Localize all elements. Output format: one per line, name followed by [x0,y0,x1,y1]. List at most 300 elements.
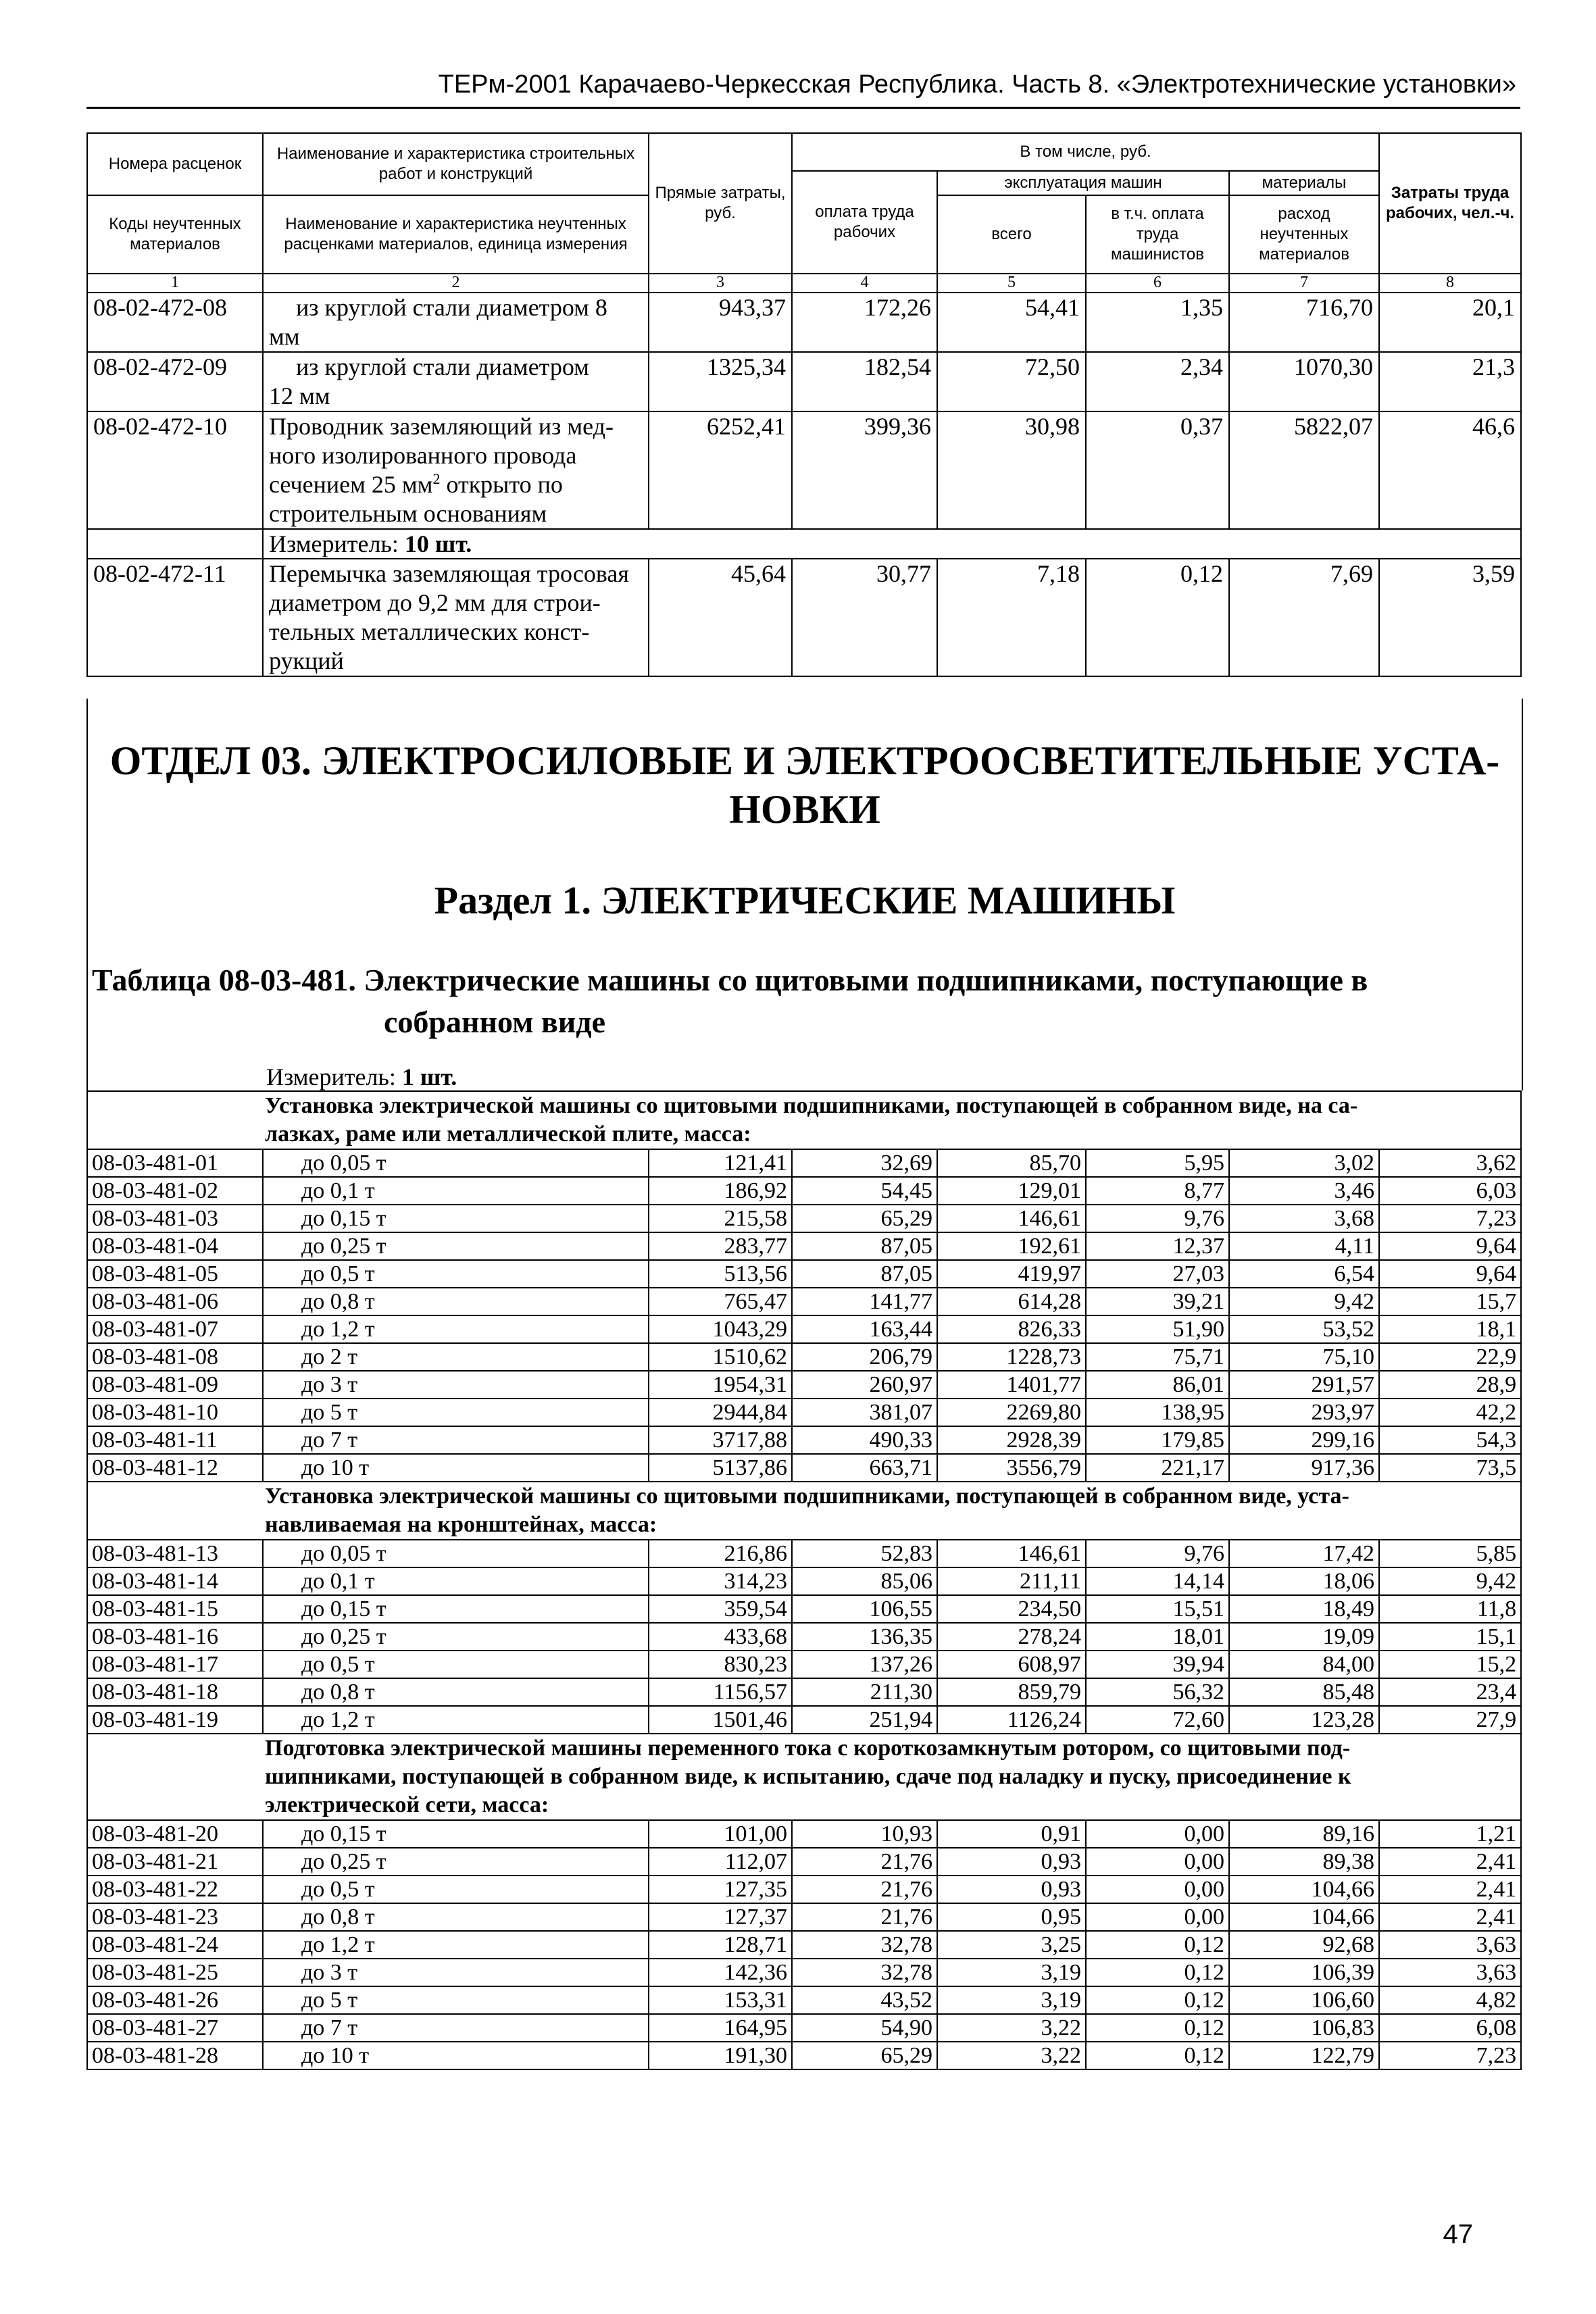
value-cell: 9,42 [1379,1567,1521,1595]
value-cell: 106,39 [1229,1959,1379,1986]
value-cell: 21,76 [792,1876,937,1903]
group-title-line: шипниками, поступающей в собранном виде, к испытанию, сдаче под наладку и пуску, присоединение к [265,1764,1351,1789]
rate-code: 08-03-481-24 [87,1931,263,1959]
value-cell: 260,97 [792,1371,937,1399]
value-cell: 0,00 [1086,1903,1229,1931]
value-cell: 0,12 [1086,559,1229,676]
rate-description: до 7 т [263,1426,649,1454]
value-cell: 608,97 [937,1651,1086,1678]
group-header-row [87,1482,1521,1540]
value-cell: 43,52 [792,1986,937,2014]
value-cell: 127,35 [649,1876,792,1903]
value-cell: 15,7 [1379,1288,1521,1315]
column-number: 6 [1086,274,1229,293]
value-cell: 72,60 [1086,1706,1229,1734]
value-cell: 206,79 [792,1343,937,1371]
value-cell: 28,9 [1379,1371,1521,1399]
superscript-2: 2 [432,470,441,487]
rate-description: до 0,5 т [263,1876,649,1903]
table-row [87,1232,1521,1260]
group-title [87,1091,1521,1149]
department-title-line1: ОТДЕЛ 03. ЭЛЕКТРОСИЛОВЫЕ И ЭЛЕКТРООСВЕТИТЕЛЬНЫЕ УСТА- [109,738,1500,783]
value-cell: 146,61 [937,1540,1086,1567]
rate-code: 08-02-472-11 [87,559,263,676]
table-row [87,1678,1521,1706]
top-rates-table [86,132,1522,677]
value-cell: 5822,07 [1229,411,1379,529]
value-cell: 3,19 [937,1959,1086,1986]
measure-empty-cell [87,529,263,559]
table-row [87,1315,1521,1343]
value-cell: 164,95 [649,2014,792,2042]
rate-description: до 0,8 т [263,1288,649,1315]
value-cell: 1043,29 [649,1315,792,1343]
incl-header: В том числе, руб. [792,133,1379,171]
table-row [87,1454,1521,1482]
value-cell: 18,49 [1229,1595,1379,1623]
rate-description: до 10 т [263,1454,649,1482]
rate-code: 08-03-481-25 [87,1959,263,1986]
value-cell: 3,59 [1379,559,1521,676]
rate-code: 08-03-481-14 [87,1567,263,1595]
description-line: из круглой стали диаметром [296,353,589,380]
value-cell: 7,23 [1379,2042,1521,2069]
rate-description: до 0,25 т [263,1848,649,1876]
column-number: 1 [87,274,263,293]
value-cell: 136,35 [792,1623,937,1651]
value-cell: 4,82 [1379,1986,1521,2014]
value-cell: 943,37 [649,293,792,352]
value-cell: 192,61 [937,1232,1086,1260]
col8-header: Затраты труда рабочих, чел.-ч. [1379,133,1521,274]
value-cell: 1070,30 [1229,352,1379,411]
description-line: рукций [269,647,344,674]
measure-top-label: Измеритель: [269,530,405,557]
rate-code: 08-03-481-23 [87,1903,263,1931]
value-cell: 221,17 [1086,1454,1229,1482]
value-cell: 0,37 [1086,411,1229,529]
value-cell: 12,37 [1086,1232,1229,1260]
table-row [87,1986,1521,2014]
value-cell: 146,61 [937,1205,1086,1232]
value-cell: 399,36 [792,411,937,529]
value-cell: 1228,73 [937,1343,1086,1371]
rate-description: до 1,2 т [263,1931,649,1959]
rate-description: до 0,5 т [263,1260,649,1288]
value-cell: 20,1 [1379,293,1521,352]
value-cell: 142,36 [649,1959,792,1986]
value-cell: 191,30 [649,2042,792,2069]
column-number: 7 [1229,274,1379,293]
rate-description: до 0,25 т [263,1232,649,1260]
value-cell: 42,2 [1379,1399,1521,1426]
value-cell: 2,41 [1379,1876,1521,1903]
table-row [87,1260,1521,1288]
value-cell: 0,12 [1086,2042,1229,2069]
rate-code: 08-03-481-13 [87,1540,263,1567]
column-number: 5 [937,274,1086,293]
value-cell: 54,3 [1379,1426,1521,1454]
value-cell: 73,5 [1379,1454,1521,1482]
value-cell: 2,41 [1379,1848,1521,1876]
exploit-header: эксплуатация машин [937,171,1229,195]
value-cell: 6,03 [1379,1177,1521,1205]
col1-bottom-header: Коды неучтенных материалов [87,195,263,274]
value-cell: 314,23 [649,1567,792,1595]
value-cell: 299,16 [1229,1426,1379,1454]
rate-code: 08-03-481-08 [87,1343,263,1371]
value-cell: 127,37 [649,1903,792,1931]
table-row [87,1820,1521,1848]
value-cell: 21,76 [792,1903,937,1931]
table-row [87,1595,1521,1623]
value-cell: 39,94 [1086,1651,1229,1678]
rate-code: 08-03-481-05 [87,1260,263,1288]
rate-description [263,411,649,529]
value-cell: 9,76 [1086,1205,1229,1232]
value-cell: 3556,79 [937,1454,1086,1482]
value-cell: 3,22 [937,2042,1086,2069]
col7-header: расход неучтенных материалов [1229,195,1379,274]
table-row [87,411,1521,529]
table-row [87,1343,1521,1371]
value-cell: 0,00 [1086,1848,1229,1876]
value-cell: 27,03 [1086,1260,1229,1288]
rate-description: до 0,15 т [263,1820,649,1848]
rate-code: 08-03-481-27 [87,2014,263,2042]
rate-code: 08-02-472-09 [87,352,263,411]
col6-header: в т.ч. оплата труда машинистов [1086,195,1229,274]
group-title [87,1482,1521,1540]
value-cell: 0,91 [937,1820,1086,1848]
value-cell: 7,18 [937,559,1086,676]
value-cell: 85,06 [792,1567,937,1595]
value-cell: 153,31 [649,1986,792,2014]
value-cell: 381,07 [792,1399,937,1426]
value-cell: 216,86 [649,1540,792,1567]
value-cell: 129,01 [937,1177,1086,1205]
table-row [87,1623,1521,1651]
rate-description: до 0,05 т [263,1540,649,1567]
value-cell: 291,57 [1229,1371,1379,1399]
value-cell: 75,10 [1229,1343,1379,1371]
value-cell: 7,23 [1379,1205,1521,1232]
table-title-line1: Таблица 08-03-481. Электрические машины со щитовыми подшипниками, поступающие в [92,963,1368,997]
value-cell: 5,95 [1086,1149,1229,1177]
value-cell: 6252,41 [649,411,792,529]
rate-description: до 5 т [263,1399,649,1426]
rate-code: 08-03-481-01 [87,1149,263,1177]
value-cell: 3,63 [1379,1931,1521,1959]
value-cell: 22,9 [1379,1343,1521,1371]
col5-header: всего [937,195,1086,274]
value-cell: 419,97 [937,1260,1086,1288]
value-cell: 18,06 [1229,1567,1379,1595]
value-cell: 1325,34 [649,352,792,411]
value-cell: 0,00 [1086,1820,1229,1848]
value-cell: 2,41 [1379,1903,1521,1931]
value-cell: 614,28 [937,1288,1086,1315]
value-cell: 3,22 [937,2014,1086,2042]
value-cell: 46,6 [1379,411,1521,529]
rate-code: 08-03-481-17 [87,1651,263,1678]
main-rates-table [86,1090,1522,2070]
rate-description: до 0,15 т [263,1595,649,1623]
value-cell: 11,8 [1379,1595,1521,1623]
table-row [87,1399,1521,1426]
value-cell: 84,00 [1229,1651,1379,1678]
group-title [87,1734,1521,1820]
value-cell: 6,54 [1229,1260,1379,1288]
table-row [87,1426,1521,1454]
table-row [87,1371,1521,1399]
value-cell: 112,07 [649,1848,792,1876]
value-cell: 51,90 [1086,1315,1229,1343]
rate-description: до 0,5 т [263,1651,649,1678]
value-cell: 513,56 [649,1260,792,1288]
rate-description: до 1,2 т [263,1706,649,1734]
value-cell: 1,21 [1379,1820,1521,1848]
column-number: 8 [1379,274,1521,293]
value-cell: 3,63 [1379,1959,1521,1986]
rate-code: 08-03-481-26 [87,1986,263,2014]
value-cell: 19,09 [1229,1623,1379,1651]
rate-code: 08-03-481-04 [87,1232,263,1260]
measure-row [87,529,1521,559]
table-row [87,1903,1521,1931]
description-line: строительным основаниям [269,500,547,527]
group-title-line: электрической сети, масса: [265,1792,549,1817]
value-cell: 4,11 [1229,1232,1379,1260]
value-cell: 2928,39 [937,1426,1086,1454]
value-cell: 137,26 [792,1651,937,1678]
rate-description [263,293,649,352]
value-cell: 2269,80 [937,1399,1086,1426]
table-row [87,2042,1521,2069]
value-cell: 65,29 [792,1205,937,1232]
value-cell: 2,34 [1086,352,1229,411]
value-cell: 89,16 [1229,1820,1379,1848]
column-number: 4 [792,274,937,293]
value-cell: 3,46 [1229,1177,1379,1205]
value-cell: 3,19 [937,1986,1086,2014]
rate-description: до 10 т [263,2042,649,2069]
value-cell: 251,94 [792,1706,937,1734]
value-cell: 106,60 [1229,1986,1379,2014]
value-cell: 8,77 [1086,1177,1229,1205]
value-cell: 663,71 [792,1454,937,1482]
value-cell: 359,54 [649,1595,792,1623]
value-cell: 7,69 [1229,559,1379,676]
value-cell: 10,93 [792,1820,937,1848]
rate-code: 08-03-481-20 [87,1820,263,1848]
table-row [87,352,1521,411]
rate-description: до 0,1 т [263,1177,649,1205]
table-title-line2: собранном виде [384,1005,605,1039]
value-cell: 1510,62 [649,1343,792,1371]
value-cell: 9,64 [1379,1260,1521,1288]
value-cell: 2944,84 [649,1399,792,1426]
value-cell: 18,01 [1086,1623,1229,1651]
value-cell: 14,14 [1086,1567,1229,1595]
value-cell: 87,05 [792,1260,937,1288]
rate-description: до 0,25 т [263,1623,649,1651]
measure-main-label: Измеритель: [266,1063,402,1090]
description-line: тельных металлических конст- [269,618,590,645]
value-cell: 54,45 [792,1177,937,1205]
col2-top-header: Наименование и характеристика строительных работ и конструкций [263,133,649,195]
rate-description: до 0,8 т [263,1678,649,1706]
description-line: Проводник заземляющий из мед- [269,413,614,440]
rate-code: 08-03-481-21 [87,1848,263,1876]
rate-code: 08-02-472-08 [87,293,263,352]
measure-top-value: 10 шт. [404,530,472,557]
value-cell: 121,41 [649,1149,792,1177]
value-cell: 123,28 [1229,1706,1379,1734]
value-cell: 56,32 [1086,1678,1229,1706]
value-cell: 86,01 [1086,1371,1229,1399]
col4-header: оплата труда рабочих [792,171,937,274]
value-cell: 3,62 [1379,1149,1521,1177]
page-header [86,68,1520,109]
value-cell: 179,85 [1086,1426,1229,1454]
value-cell: 53,52 [1229,1315,1379,1343]
rate-description [263,559,649,676]
rate-code: 08-03-481-09 [87,1371,263,1399]
section-title: Раздел 1. ЭЛЕКТРИЧЕСКИЕ МАШИНЫ [434,878,1176,922]
group-header-row [87,1734,1521,1820]
table-row [87,1959,1521,1986]
table-row [87,1149,1521,1177]
value-cell: 283,77 [649,1232,792,1260]
value-cell: 15,51 [1086,1595,1229,1623]
table-row [87,1567,1521,1595]
value-cell: 32,78 [792,1959,937,1986]
table-row [87,1931,1521,1959]
materials-header: материалы [1229,171,1379,195]
value-cell: 490,33 [792,1426,937,1454]
value-cell: 0,95 [937,1903,1086,1931]
value-cell: 3,25 [937,1931,1086,1959]
measure-unit-top [263,529,1521,559]
value-cell: 128,71 [649,1931,792,1959]
description-line: мм [269,323,300,350]
value-cell: 826,33 [937,1315,1086,1343]
value-cell: 39,21 [1086,1288,1229,1315]
value-cell: 104,66 [1229,1876,1379,1903]
col2-bottom-header: Наименование и характеристика неучтенных расценками материалов, единица измерения [263,195,649,274]
value-cell: 141,77 [792,1288,937,1315]
rate-description [263,352,649,411]
value-cell: 9,64 [1379,1232,1521,1260]
col3-header: Прямые затраты, руб. [649,133,792,274]
description-line: ного изолированного провода [269,442,577,469]
value-cell: 21,76 [792,1848,937,1876]
value-cell: 0,12 [1086,2014,1229,2042]
measure-unit-main [266,1063,457,1090]
value-cell: 92,68 [1229,1931,1379,1959]
value-cell: 0,00 [1086,1876,1229,1903]
rate-description: до 0,1 т [263,1567,649,1595]
table-row [87,2014,1521,2042]
rate-code: 08-03-481-12 [87,1454,263,1482]
value-cell: 54,90 [792,2014,937,2042]
value-cell: 17,42 [1229,1540,1379,1567]
value-cell: 15,1 [1379,1623,1521,1651]
rate-code: 08-03-481-22 [87,1876,263,1903]
value-cell: 32,69 [792,1149,937,1177]
value-cell: 72,50 [937,352,1086,411]
value-cell: 1156,57 [649,1678,792,1706]
value-cell: 85,48 [1229,1678,1379,1706]
value-cell: 172,26 [792,293,937,352]
value-cell: 917,36 [1229,1454,1379,1482]
rate-code: 08-03-481-02 [87,1177,263,1205]
rate-code: 08-03-481-15 [87,1595,263,1623]
rate-description: до 1,2 т [263,1315,649,1343]
value-cell: 186,92 [649,1177,792,1205]
table-row [87,1205,1521,1232]
value-cell: 87,05 [792,1232,937,1260]
value-cell: 104,66 [1229,1903,1379,1931]
rate-code: 08-03-481-07 [87,1315,263,1343]
description-line: диаметром до 9,2 мм для строи- [269,589,601,616]
value-cell: 211,30 [792,1678,937,1706]
value-cell: 1501,46 [649,1706,792,1734]
value-cell: 54,41 [937,293,1086,352]
rate-description: до 3 т [263,1959,649,1986]
rate-code: 08-03-481-16 [87,1623,263,1651]
table-title [92,959,1511,1043]
description-line: сечением 25 $мм^2$ открыто по [269,470,563,498]
value-cell: 5137,86 [649,1454,792,1482]
table-row [87,1876,1521,1903]
rate-description: до 0,05 т [263,1149,649,1177]
value-cell: 716,70 [1229,293,1379,352]
value-cell: 3,68 [1229,1205,1379,1232]
value-cell: 138,95 [1086,1399,1229,1426]
value-cell: 163,44 [792,1315,937,1343]
table-row [87,559,1521,676]
table-row [87,1177,1521,1205]
value-cell: 65,29 [792,2042,937,2069]
department-title-line2: НОВКИ [729,787,880,832]
value-cell: 278,24 [937,1623,1086,1651]
value-cell: 85,70 [937,1149,1086,1177]
value-cell: 3717,88 [649,1426,792,1454]
value-cell: 45,64 [649,559,792,676]
value-cell: 89,38 [1229,1848,1379,1876]
rate-code: 08-03-481-03 [87,1205,263,1232]
value-cell: 23,4 [1379,1678,1521,1706]
rate-code: 08-03-481-18 [87,1678,263,1706]
value-cell: 0,93 [937,1848,1086,1876]
value-cell: 1954,31 [649,1371,792,1399]
value-cell: 0,12 [1086,1986,1229,2014]
value-cell: 18,1 [1379,1315,1521,1343]
table-row [87,1288,1521,1315]
value-cell: 21,3 [1379,352,1521,411]
description-line: Перемычка заземляющая тросовая [269,560,629,587]
value-cell: 101,00 [649,1820,792,1848]
value-cell: 211,11 [937,1567,1086,1595]
value-cell: 6,08 [1379,2014,1521,2042]
rate-description: до 2 т [263,1343,649,1371]
value-cell: 0,93 [937,1876,1086,1903]
column-number: 3 [649,274,792,293]
department-title [88,736,1522,834]
rate-code: 08-03-481-19 [87,1706,263,1734]
